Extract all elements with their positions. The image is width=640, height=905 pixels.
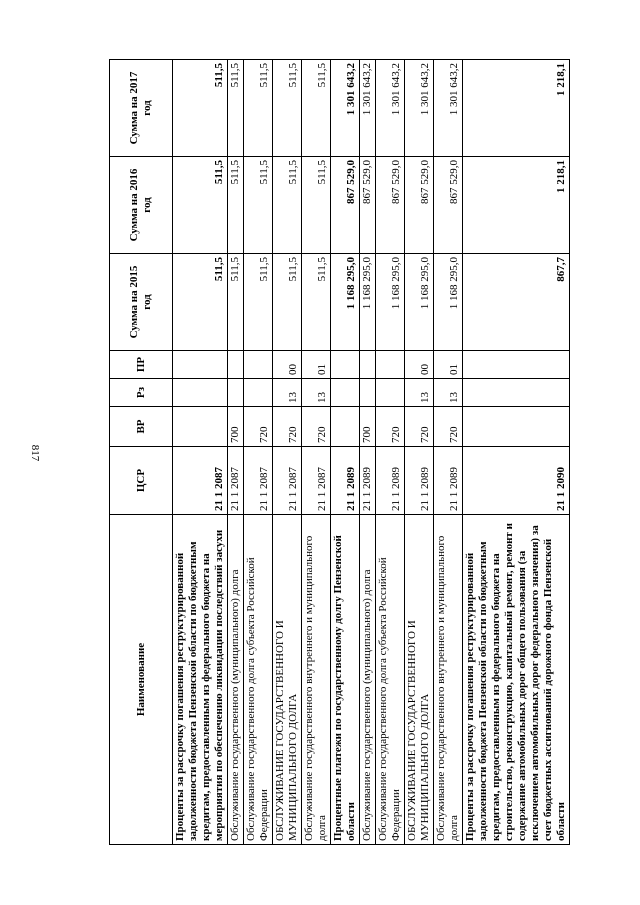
row-name: Обслуживание государственного (муниципального) долга bbox=[228, 515, 244, 845]
row-sum-2015: 511,5 bbox=[273, 254, 302, 351]
row-pr bbox=[228, 351, 244, 379]
table-row bbox=[405, 60, 434, 845]
header-sum-2016: Сумма на 2016 год bbox=[110, 157, 173, 254]
table-row bbox=[376, 60, 405, 845]
row-sum-2016: 867 529,0 bbox=[434, 157, 463, 254]
row-rz bbox=[360, 379, 376, 407]
row-sum-2015: 1 168 295,0 bbox=[405, 254, 434, 351]
row-sum-2015: 1 168 295,0 bbox=[331, 254, 360, 351]
table-row bbox=[434, 60, 463, 845]
row-sum-2017: 511,5 bbox=[173, 60, 228, 157]
row-sum-2016: 867 529,0 bbox=[331, 157, 360, 254]
row-rz bbox=[463, 379, 570, 407]
row-csr: 21 1 2087 bbox=[228, 447, 244, 515]
row-vr: 720 bbox=[376, 407, 405, 447]
row-csr: 21 1 2087 bbox=[302, 447, 331, 515]
row-name: Процентные платежи по государственному долгу Пензенской области bbox=[331, 515, 360, 845]
header-sum-2015: Сумма на 2015 год bbox=[110, 254, 173, 351]
row-sum-2015: 511,5 bbox=[244, 254, 273, 351]
row-sum-2016: 867 529,0 bbox=[405, 157, 434, 254]
row-vr bbox=[173, 407, 228, 447]
row-sum-2015: 511,5 bbox=[173, 254, 228, 351]
table-row bbox=[331, 60, 360, 845]
row-rz: 13 bbox=[434, 379, 463, 407]
row-pr: 01 bbox=[302, 351, 331, 379]
header-pr: ПР bbox=[110, 351, 173, 379]
row-rz: 13 bbox=[273, 379, 302, 407]
row-sum-2016: 511,5 bbox=[244, 157, 273, 254]
row-rz bbox=[173, 379, 228, 407]
row-vr bbox=[331, 407, 360, 447]
row-sum-2015: 1 168 295,0 bbox=[360, 254, 376, 351]
row-sum-2015: 867,7 bbox=[463, 254, 570, 351]
row-csr: 21 1 2089 bbox=[434, 447, 463, 515]
row-sum-2015: 1 168 295,0 bbox=[376, 254, 405, 351]
row-pr: 00 bbox=[273, 351, 302, 379]
row-sum-2016: 511,5 bbox=[273, 157, 302, 254]
row-sum-2017: 511,5 bbox=[302, 60, 331, 157]
header-name: Наименование bbox=[110, 515, 173, 845]
table-row bbox=[273, 60, 302, 845]
row-sum-2016: 511,5 bbox=[173, 157, 228, 254]
row-vr: 700 bbox=[360, 407, 376, 447]
row-csr: 21 1 2090 bbox=[463, 447, 570, 515]
table-row bbox=[228, 60, 244, 845]
table-row bbox=[360, 60, 376, 845]
row-rz bbox=[228, 379, 244, 407]
row-sum-2017: 1 301 643,2 bbox=[331, 60, 360, 157]
row-sum-2016: 867 529,0 bbox=[360, 157, 376, 254]
row-sum-2015: 511,5 bbox=[228, 254, 244, 351]
row-rz: 13 bbox=[302, 379, 331, 407]
row-pr: 01 bbox=[434, 351, 463, 379]
budget-table bbox=[109, 59, 570, 845]
row-rz bbox=[331, 379, 360, 407]
row-sum-2017: 511,5 bbox=[228, 60, 244, 157]
row-sum-2017: 511,5 bbox=[273, 60, 302, 157]
table-row bbox=[173, 60, 228, 845]
row-vr: 720 bbox=[405, 407, 434, 447]
header-vr: ВР bbox=[110, 407, 173, 447]
row-vr bbox=[463, 407, 570, 447]
row-pr bbox=[331, 351, 360, 379]
row-name: ОБСЛУЖИВАНИЕ ГОСУДАРСТВЕННОГО И МУНИЦИПАЛЬНОГО ДОЛГА bbox=[273, 515, 302, 845]
row-name: Обслуживание государственного долга субъекта Российской Федерации bbox=[376, 515, 405, 845]
header-csr: ЦСР bbox=[110, 447, 173, 515]
table-body bbox=[173, 60, 570, 845]
row-name: Проценты за рассрочку погашения реструктурированной задолженности бюджета Пензенской области по бюджетным кредитам, предоставленным из федерального бюджета на строительство, реконструкцию, капитальный ремонт, ремонт и содержание автомобильных дорог общего пользования (за исключением автомобильных дорог федерального значения) за счет бюджетных ассигнований дорожного фонда Пензенской области bbox=[463, 515, 570, 845]
header-sum-2017: Сумма на 2017 год bbox=[110, 60, 173, 157]
row-name: Обслуживание государственного внутреннего и муниципального долга bbox=[302, 515, 331, 845]
row-name: ОБСЛУЖИВАНИЕ ГОСУДАРСТВЕННОГО И МУНИЦИПАЛЬНОГО ДОЛГА bbox=[405, 515, 434, 845]
table-row bbox=[302, 60, 331, 845]
page-number: 817 bbox=[29, 444, 41, 462]
row-sum-2017: 1 301 643,2 bbox=[405, 60, 434, 157]
row-rz bbox=[376, 379, 405, 407]
row-sum-2015: 1 168 295,0 bbox=[434, 254, 463, 351]
row-rz: 13 bbox=[405, 379, 434, 407]
row-sum-2017: 1 218,1 bbox=[463, 60, 570, 157]
table-header-row bbox=[110, 60, 173, 845]
header-rz: Рз bbox=[110, 379, 173, 407]
row-vr: 720 bbox=[244, 407, 273, 447]
row-csr: 21 1 2089 bbox=[405, 447, 434, 515]
row-csr: 21 1 2089 bbox=[331, 447, 360, 515]
row-pr bbox=[173, 351, 228, 379]
row-sum-2017: 511,5 bbox=[244, 60, 273, 157]
row-sum-2017: 1 301 643,2 bbox=[376, 60, 405, 157]
table-row bbox=[463, 60, 570, 845]
table-row bbox=[244, 60, 273, 845]
row-sum-2017: 1 301 643,2 bbox=[434, 60, 463, 157]
row-sum-2017: 1 301 643,2 bbox=[360, 60, 376, 157]
row-rz bbox=[244, 379, 273, 407]
row-sum-2016: 511,5 bbox=[228, 157, 244, 254]
row-vr: 720 bbox=[302, 407, 331, 447]
row-pr bbox=[244, 351, 273, 379]
row-sum-2016: 1 218,1 bbox=[463, 157, 570, 254]
row-csr: 21 1 2089 bbox=[360, 447, 376, 515]
row-pr bbox=[376, 351, 405, 379]
rotated-table-container bbox=[109, 60, 584, 845]
row-name: Обслуживание государственного внутреннего и муниципального долга bbox=[434, 515, 463, 845]
row-sum-2016: 511,5 bbox=[302, 157, 331, 254]
row-pr bbox=[463, 351, 570, 379]
row-name: Проценты за рассрочку погашения реструктурированной задолженности бюджета Пензенской области по бюджетным кредитам, предоставленным из федерального бюджета на мероприятия по обеспечению ликвидации последствий засухи bbox=[173, 515, 228, 845]
row-csr: 21 1 2089 bbox=[376, 447, 405, 515]
row-sum-2016: 867 529,0 bbox=[376, 157, 405, 254]
row-pr: 00 bbox=[405, 351, 434, 379]
row-name: Обслуживание государственного (муниципального) долга bbox=[360, 515, 376, 845]
row-csr: 21 1 2087 bbox=[244, 447, 273, 515]
row-sum-2015: 511,5 bbox=[302, 254, 331, 351]
row-vr: 700 bbox=[228, 407, 244, 447]
row-vr: 720 bbox=[434, 407, 463, 447]
row-name: Обслуживание государственного долга субъекта Российской Федерации bbox=[244, 515, 273, 845]
row-pr bbox=[360, 351, 376, 379]
row-vr: 720 bbox=[273, 407, 302, 447]
row-csr: 21 1 2087 bbox=[273, 447, 302, 515]
row-csr: 21 1 2087 bbox=[173, 447, 228, 515]
